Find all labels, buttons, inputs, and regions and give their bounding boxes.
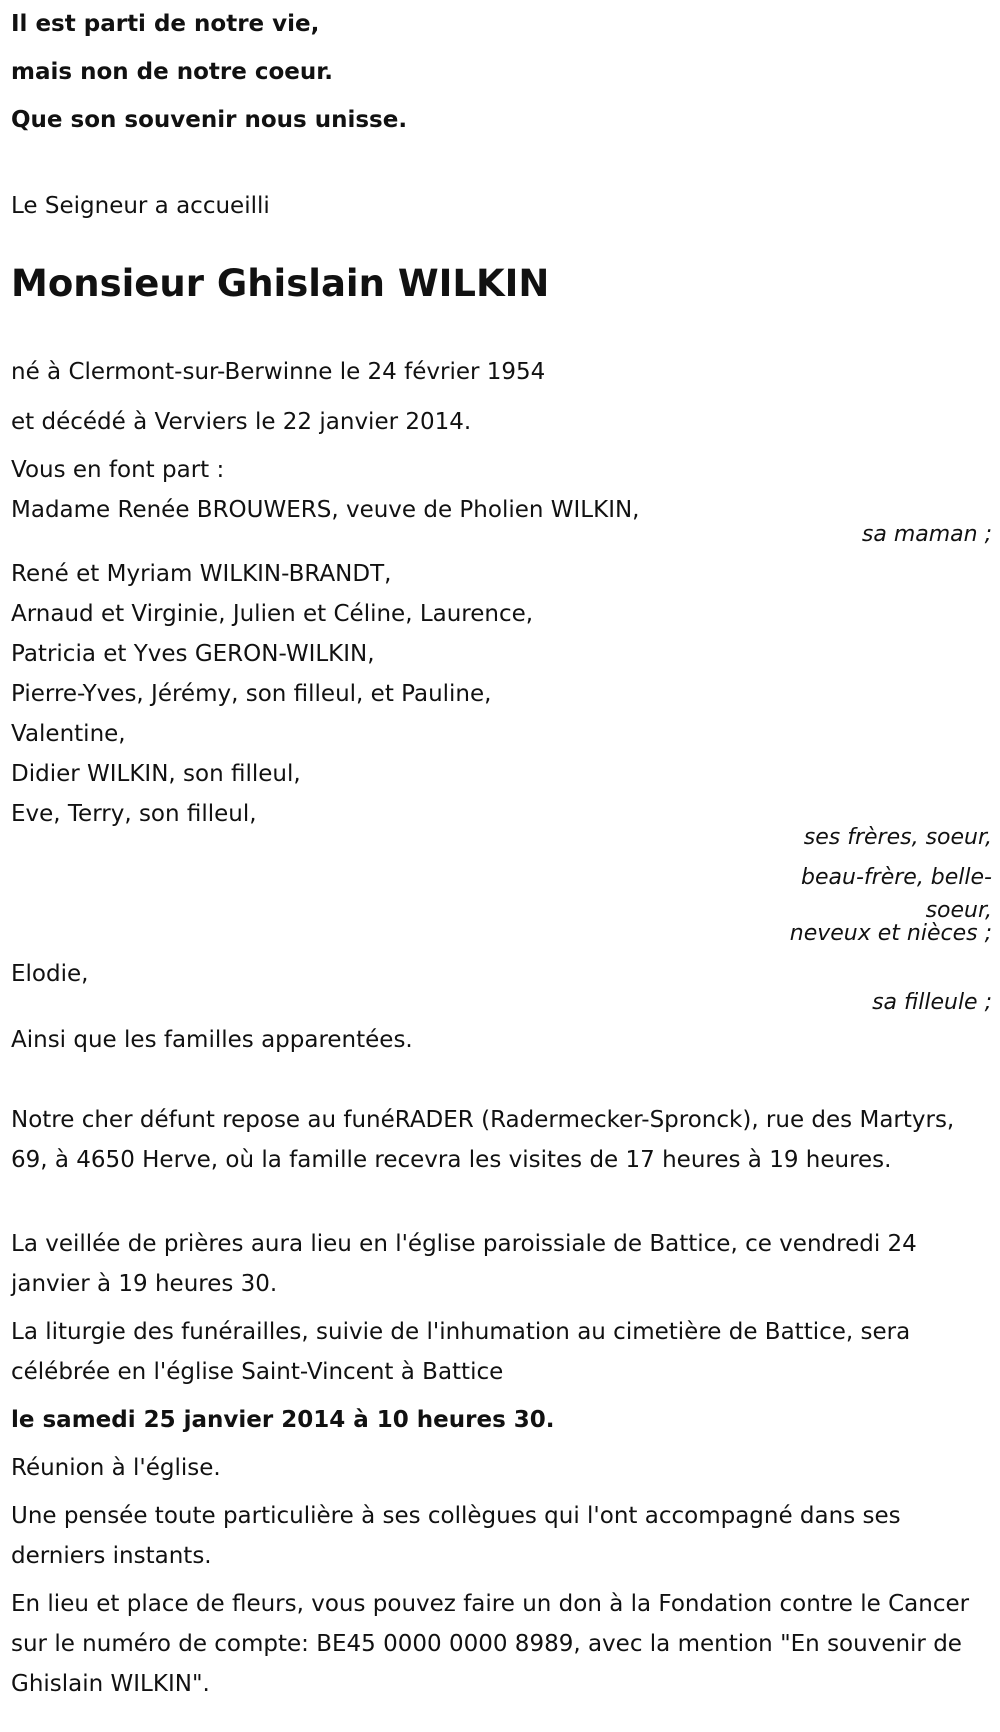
verse-line-3: Que son souvenir nous unisse. [11, 107, 408, 133]
verse [11, 0, 407, 144]
paragraph-thought: Une pensée toute particulière à ses collègues qui l'ont accompagné dans ses derniers instants. [11, 1503, 901, 1569]
sibling-line: René et Myriam WILKIN-BRANDT, [11, 561, 392, 587]
paragraph-vigil: La veillée de prières aura lieu en l'église paroissiale de Battice, ce vendredi 24 janvier à 19 heures 30. [11, 1231, 917, 1297]
death-line: et décédé à Verviers le 22 janvier 2014. [11, 409, 472, 435]
siblings-list [11, 554, 991, 834]
mother-line: Madame Renée BROUWERS, veuve de Pholien WILKIN, [11, 497, 640, 523]
sibling-line: Valentine, [11, 721, 126, 747]
goddaughter-line: Elodie, [11, 961, 89, 987]
announce-line: Vous en font part : [11, 457, 225, 483]
deceased-name: Monsieur Ghislain WILKIN [11, 262, 550, 305]
sibling-line: Didier WILKIN, son filleul, [11, 761, 301, 787]
relatives-line: Ainsi que les familles apparentées. [11, 1027, 413, 1053]
sibling-line: Patricia et Yves GERON-WILKIN, [11, 641, 375, 667]
meeting-line: Réunion à l'église. [11, 1455, 221, 1481]
paragraph-donation: En lieu et place de fleurs, vous pouvez faire un don à la Fondation contre le Cancer sur le numéro de compte: BE45 0000 0000 8989, avec la mention "En souvenir de Ghislain WILKIN". [11, 1591, 970, 1697]
birth-line: né à Clermont-sur-Berwinne le 24 février 1954 [11, 359, 546, 385]
mother-relation: sa maman ; [861, 522, 992, 547]
verse-line-1: Il est parti de notre vie, [11, 11, 320, 37]
sibling-line: Eve, Terry, son filleul, [11, 801, 257, 827]
relation-line: ses frères, soeur, [803, 825, 992, 850]
relation-line: neveux et nièces ; [789, 921, 992, 946]
verse-line-2: mais non de notre coeur. [11, 59, 334, 85]
goddaughter-relation: sa filleule ; [872, 990, 992, 1015]
sibling-line: Arnaud et Virginie, Julien et Céline, Laurence, [11, 601, 534, 627]
relation-line: beau-frère, belle- [801, 865, 992, 890]
intro-text: Le Seigneur a accueilli [11, 193, 270, 219]
paragraph-repose: Notre cher défunt repose au funéRADER (Radermecker-Spronck), rue des Martyrs, 69, à 4650 Herve, où la famille recevra les visites de 17 heures à 19 heures. [11, 1107, 955, 1173]
sibling-line: Pierre-Yves, Jérémy, son filleul, et Pauline, [11, 681, 492, 707]
ceremony-date: le samedi 25 janvier 2014 à 10 heures 30. [11, 1407, 555, 1433]
siblings-relation [732, 818, 992, 944]
paragraph-liturgy: La liturgie des funérailles, suivie de l'inhumation au cimetière de Battice, sera célébrée en l'église Saint-Vincent à Battice [11, 1319, 911, 1385]
relation-line: soeur, [925, 898, 992, 923]
